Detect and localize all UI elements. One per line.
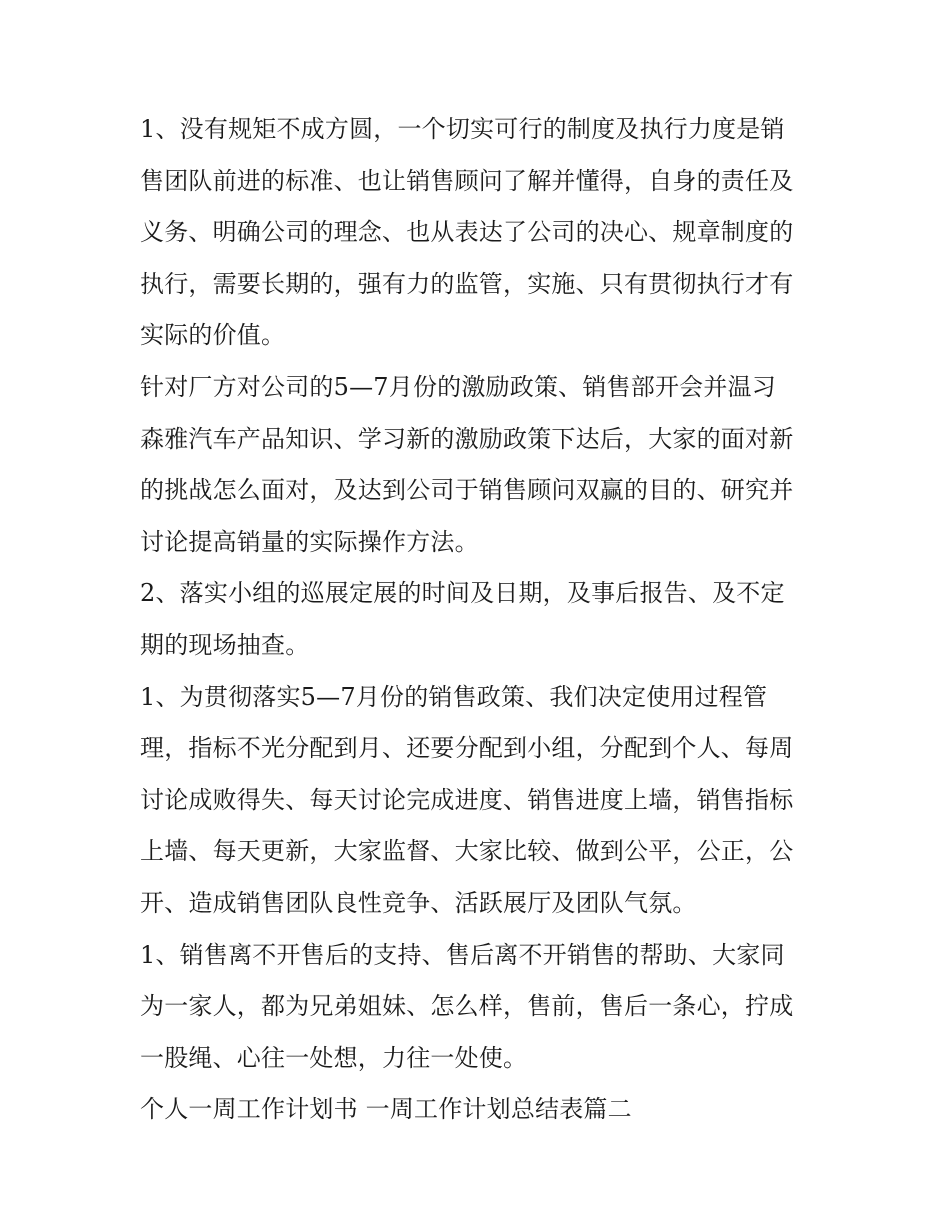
document-body	[140, 104, 815, 1136]
text-line: 1、没有规矩不成方圆，一个切实可行的制度及执行力度是销	[140, 115, 785, 143]
text-line: 森雅汽车产品知识、学习新的激励政策下达后，大家的面对新	[140, 424, 794, 453]
text-line: 售团队前进的标准、也让销售顾问了解并懂得，自身的责任及	[140, 166, 794, 195]
text-line: 的挑战怎么面对，及达到公司于销售顾问双赢的目的、研究并	[140, 476, 794, 505]
text-line: 义务、明确公司的理念、也从表达了公司的决心、规章制度的	[140, 218, 794, 247]
text-line: 针对厂方对公司的5—7月份的激励政策、销售部开会并温习	[140, 372, 776, 401]
text-line: 一股绳、心往一处想，力往一处使。	[140, 1043, 528, 1072]
text-line: 开、造成销售团队良性竞争、活跃展厅及团队气氛。	[140, 888, 697, 917]
text-line: 为一家人，都为兄弟姐妹、怎么样，售前，售后一条心，拧成	[140, 992, 794, 1021]
text-line: 理，指标不光分配到月、还要分配到小组，分配到个人、每周	[140, 734, 794, 763]
text-line: 上墙、每天更新，大家监督、大家比较、做到公平，公正，公	[140, 837, 794, 866]
section-heading: 个人一周工作计划书 一周工作计划总结表篇二	[140, 1095, 632, 1124]
text-line: 执行，需要长期的，强有力的监管，实施、只有贯彻执行才有	[140, 269, 794, 298]
text-line: 讨论成败得失、每天讨论完成进度、销售进度上墙，销售指标	[140, 785, 794, 814]
text-line: 1、销售离不开售后的支持、售后离不开销售的帮助、大家同	[140, 940, 785, 969]
text-line: 1、为贯彻落实5—7月份的销售政策、我们决定使用过程管	[140, 682, 768, 711]
text-line: 讨论提高销量的实际操作方法。	[140, 527, 479, 556]
text-line: 期的现场抽查。	[140, 630, 310, 659]
text-line: 实际的价值。	[140, 321, 286, 350]
text-line: 2、落实小组的巡展定展的时间及日期，及事后报告、及不定	[140, 579, 785, 608]
